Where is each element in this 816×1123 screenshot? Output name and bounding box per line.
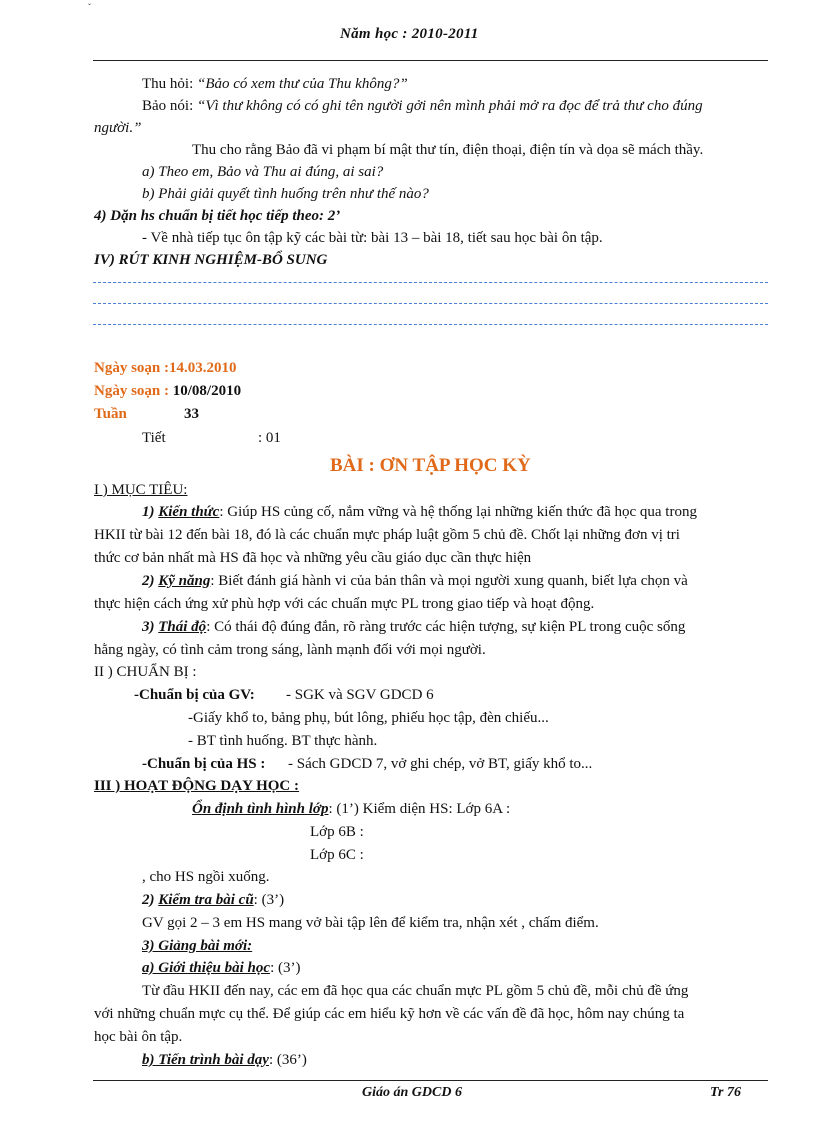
ngay-soan-1: Ngày soạn :14.03.2010 — [94, 360, 237, 376]
gv-label: -Chuẩn bị của GV: — [134, 687, 255, 703]
kien-thuc-text-2: HKII từ bài 12 đến bài 18, đó là các chuẩn mực pháp luật gồm 5 chủ đề. Chốt lại những đơn vị tri — [94, 527, 680, 543]
tien-trinh-time: : (36’) — [268, 1052, 307, 1068]
gioi-thieu-text-2: với những chuẩn mực cụ thể. Để giúp các em hiểu kỹ hơn về các vấn đề đã học, hôm nay chúng ta — [94, 1006, 685, 1022]
ky-nang-label: Kỹ năng — [158, 573, 211, 589]
lop-6c: Lớp 6C : — [310, 847, 364, 863]
chuan-bi-heading: II ) CHUẨN BỊ : — [94, 664, 197, 680]
lesson-title: BÀI : ƠN TẬP HỌC KỲ — [330, 455, 531, 476]
bao-text-cont: người.” — [94, 120, 142, 136]
ngay-soan-2 — [94, 383, 241, 400]
kien-thuc-num: 1) — [142, 504, 155, 520]
header-rule — [93, 60, 768, 61]
ky-nang-line — [142, 573, 688, 590]
hs-item-1: - Sách GDCD 7, vở ghi chép, vở BT, giấy khổ to... — [288, 756, 593, 772]
tien-trinh-label: b) Tiến trình bài dạy — [142, 1052, 269, 1068]
ngay-soan-2-label: Ngày soạn : — [94, 383, 170, 399]
on-dinh-line — [192, 801, 510, 818]
bao-text: “Vì thư không có có ghi tên người gởi nên mình phải mở ra đọc để trả thư cho đúng — [197, 98, 703, 114]
dashed-line-1 — [93, 282, 768, 283]
ktbc-label: Kiểm tra bài cũ — [158, 892, 254, 908]
gioi-thieu-line — [142, 960, 300, 977]
on-dinh-text: : (1’) Kiểm diện HS: Lớp 6A : — [328, 801, 511, 817]
on-dinh-label: Ổn định tình hình lớp — [192, 801, 329, 817]
question-a: a) Theo em, Bảo và Thu ai đúng, ai sai? — [142, 164, 384, 180]
footer-left: Giáo án GDCD 6 — [362, 1085, 462, 1100]
muc-tieu-heading: I ) MỤC TIÊU: — [94, 482, 188, 498]
tiet-label: Tiết — [142, 430, 166, 446]
kien-thuc-label: Kiến thức — [158, 504, 220, 520]
bao-line — [142, 98, 703, 115]
gv-item-2: -Giấy khổ to, bảng phụ, bút lông, phiếu học tập, đèn chiếu... — [188, 710, 549, 726]
footer-right: Tr 76 — [710, 1085, 741, 1100]
corner-mark: ˇ — [88, 2, 91, 12]
thu-line — [142, 76, 408, 93]
hs-label: -Chuẩn bị của HS : — [142, 756, 266, 772]
hoat-dong-heading: III ) HOẠT ĐỘNG DẠY HỌC : — [94, 778, 300, 794]
ktbc-num: 2) — [142, 892, 155, 908]
dashed-line-2 — [93, 303, 768, 304]
tiet-value: : 01 — [258, 430, 281, 446]
thai-do-text-1: : Có thái độ đúng đắn, rõ ràng trước các hiện tượng, sự kiện PL trong cuộc sống — [206, 619, 686, 635]
gioi-thieu-time: : (3’) — [270, 960, 301, 976]
thai-do-text-2: hằng ngày, có tình cảm trong sáng, lành mạnh đối với mọi người. — [94, 642, 486, 658]
ky-nang-num: 2) — [142, 573, 155, 589]
thai-do-num: 3) — [142, 619, 155, 635]
thu-text: “Bảo có xem thư của Thu không?” — [197, 76, 408, 92]
ktbc-text: GV gọi 2 – 3 em HS mang vở bài tập lên để kiểm tra, nhận xét , chấm điểm. — [142, 915, 599, 931]
ngoi-xuong: , cho HS ngồi xuống. — [142, 869, 270, 885]
thu-claim: Thu cho rằng Bảo đã vi phạm bí mật thư tín, điện thoại, điện tín và dọa sẽ mách thầy. — [192, 142, 704, 158]
thu-label: Thu hỏi: — [142, 76, 194, 92]
gv-item-3: - BT tình huống. BT thực hành. — [188, 733, 378, 749]
ngay-soan-2-value: 10/08/2010 — [172, 383, 242, 399]
ky-nang-text-2: thực hiện cách ứng xử phù hợp với các chuẩn mực PL trong giao tiếp và hoạt động. — [94, 596, 595, 612]
dashed-line-3 — [93, 324, 768, 325]
giang-bai-heading: 3) Giảng bài mới: — [142, 938, 253, 954]
tuan-value: 33 — [184, 406, 199, 422]
ktbc-line — [142, 892, 284, 909]
gv-item-1: - SGK và SGV GDCD 6 — [286, 687, 434, 703]
thai-do-label: Thái độ — [158, 619, 207, 635]
bao-label: Bảo nói: — [142, 98, 194, 114]
tien-trinh-line — [142, 1052, 307, 1069]
lop-6b: Lớp 6B : — [310, 824, 364, 840]
section4-heading: 4) Dặn hs chuẩn bị tiết học tiếp theo: 2’ — [94, 208, 341, 224]
gioi-thieu-text-1: Từ đầu HKII đến nay, các em đã học qua các chuẩn mực PL gồm 5 chủ đề, mỗi chủ đề ứng — [142, 983, 689, 999]
question-b: b) Phải giải quyết tình huống trên như thế nào? — [142, 186, 429, 202]
kien-thuc-text-3: thức cơ bản nhất mà HS đã học và những yêu cầu giáo dục cần thực hiện — [94, 550, 532, 566]
ktbc-time: : (3’) — [253, 892, 285, 908]
gioi-thieu-label: a) Giới thiệu bài học — [142, 960, 271, 976]
thai-do-line — [142, 619, 685, 636]
tuan-label: Tuần — [94, 406, 127, 422]
header-title: Năm học : 2010-2011 — [340, 26, 479, 42]
ky-nang-text-1: : Biết đánh giá hành vi của bản thân và mọi người xung quanh, biết lựa chọn và — [210, 573, 688, 589]
gioi-thieu-text-3: học bài ôn tập. — [94, 1029, 183, 1045]
section4-text: - Về nhà tiếp tục ôn tập kỹ các bài từ: bài 13 – bài 18, tiết sau học bài ôn tập. — [142, 230, 603, 246]
kien-thuc-line — [142, 504, 697, 521]
footer-rule — [93, 1080, 768, 1081]
kien-thuc-text-1: : Giúp HS củng cố, nắm vững và hệ thống lại những kiến thức đã học qua trong — [219, 504, 697, 520]
section-iv-heading: IV) RÚT KINH NGHIỆM-BỔ SUNG — [94, 252, 328, 268]
